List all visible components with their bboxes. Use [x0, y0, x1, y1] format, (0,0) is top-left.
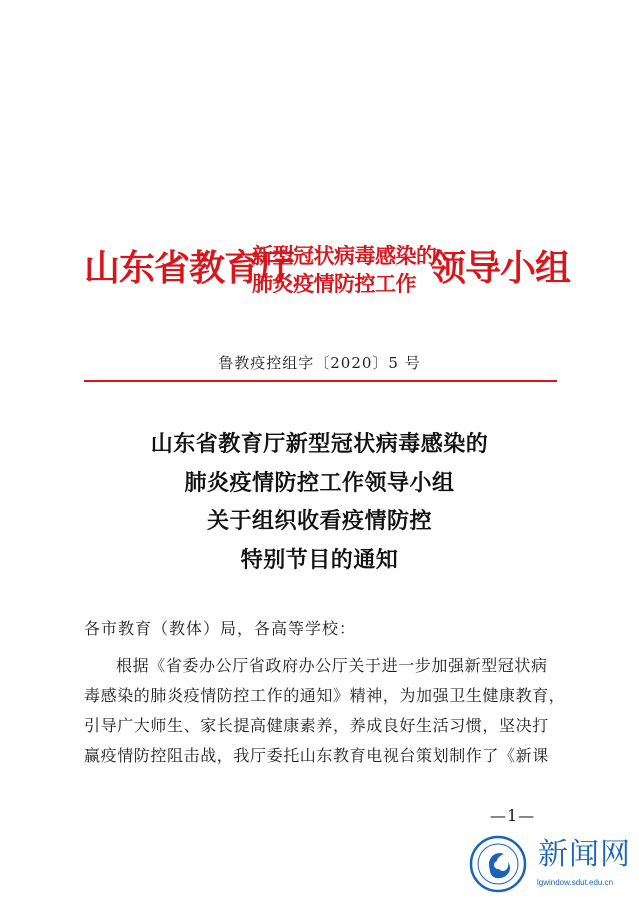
masthead-middle-line1: 新型冠状病毒感染的: [252, 243, 437, 268]
title-line: 关于组织收看疫情防控: [206, 508, 432, 534]
masthead-middle: [252, 242, 437, 298]
red-divider: [84, 380, 557, 382]
title-line: 山东省教育厅新型冠状病毒感染的: [150, 431, 489, 457]
masthead-middle-line2: 肺炎疫情防控工作: [252, 271, 416, 296]
watermark-text: 新闻网: [538, 838, 631, 871]
page-number: —1—: [490, 806, 536, 825]
body-line: 引导广大师生、家长提高健康素养，养成良好生活习惯，坚决打: [84, 716, 549, 735]
news-logo-icon: [468, 834, 528, 894]
document-title: [0, 425, 639, 579]
masthead-left: 山东省教育厅: [84, 247, 295, 289]
watermark-url: lgwindow.sdut.edu.cn: [537, 878, 614, 887]
doc-number: 鲁教疫控组字〔2020〕5 号: [218, 354, 421, 372]
salutation: 各市教育（教体）局，各高等学校：: [84, 619, 357, 638]
body-line: 毒感染的肺炎疫情防控工作的通知》精神，为加强卫生健康教育，: [84, 686, 566, 705]
title-line: 肺炎疫情防控工作领导小组: [184, 469, 455, 496]
body-line: 赢疫情防控阻击战，我厅委托山东教育电视台策划制作了《新课: [84, 746, 549, 765]
title-line: 特别节目的通知: [240, 546, 399, 573]
body-paragraph: [84, 651, 566, 771]
masthead: [84, 238, 571, 302]
body-line: 根据《省委办公厅省政府办公厅关于进一步加强新型冠状病: [116, 656, 548, 675]
masthead-right: 领导小组: [430, 247, 571, 289]
